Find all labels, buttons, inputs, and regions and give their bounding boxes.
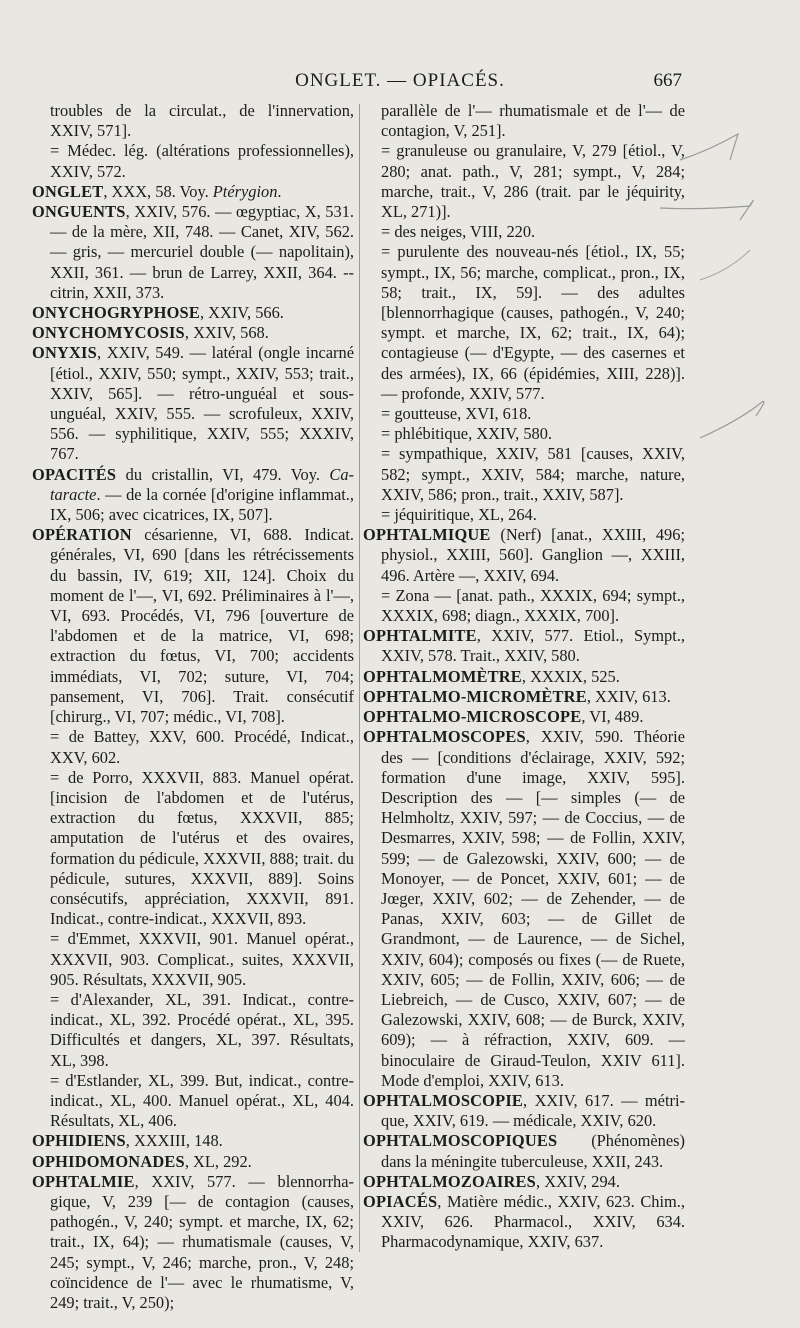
index-subentry: [32, 768, 354, 930]
index-entry: [363, 707, 685, 727]
entry-reference-italic: Ptérygion: [212, 181, 278, 201]
entry-text: du cristallin, VI, 479. Voy.: [116, 464, 330, 484]
index-subentry: [363, 505, 685, 525]
entry-term: OPHTALMIQUE: [363, 525, 491, 545]
entry-text: , XXIV, 613.: [586, 686, 671, 706]
index-entry: [363, 667, 685, 687]
entry-text: , XXIV, 577. — blennorrhagique, V, 239 [— de contagion (causes, pathogén., V, 240; sympt. et marche, IX, 62; trait., IX, 64); — rhumatismale (causes, V, 245; sympt., V, 246; marche, pron., V, 248; coïncidence de l'— avec le rhumatisme, V, 249; trait., V, 250);: [50, 1171, 354, 1312]
entry-term: ONYXIS: [32, 343, 97, 363]
entry-text: , XXXIX, 525.: [521, 666, 620, 686]
entry-text: troubles de la circulat., de l'innervation, XXIV, 571].: [50, 101, 354, 141]
index-entry: [363, 626, 685, 666]
entry-text: , XXX, 58. Voy.: [103, 181, 213, 201]
entry-term: ONGUENTS: [32, 202, 126, 222]
pencil-stroke: [700, 401, 764, 438]
index-entry: [363, 687, 685, 707]
index-subentry: [363, 222, 685, 242]
entry-text: , XXIV, 577. Etiol., Sympt., XXIV, 578. Trait., XXIV, 580.: [381, 626, 685, 666]
entry-text-after: . — de la cornée [d'origine inflammat., IX, 506; avec cicatrices, IX, 507].: [50, 484, 354, 525]
entry-text: = jéquiritique, XL, 264.: [381, 505, 537, 525]
running-header: [0, 70, 800, 100]
entry-term: OPHTALMO-MICROSCOPE: [363, 707, 582, 727]
entry-text: = goutteuse, XVI, 618.: [381, 404, 532, 424]
entry-term: OPHTALMOSCOPES: [363, 727, 526, 747]
index-entry: [32, 1131, 354, 1151]
entry-term: OPHTALMIE: [32, 1171, 135, 1191]
index-subentry: [363, 101, 685, 141]
entry-term: ONYCHOMYCOSIS: [32, 323, 185, 343]
entry-term: OPHTALMITE: [363, 626, 477, 646]
entry-term: OPIACÉS: [363, 1191, 438, 1211]
entry-term: ONGLET: [32, 181, 104, 201]
entry-text: = d'Emmet, XXXVII, 901. Manuel opérat., XXXVII, 903. Complicat., suites, XXXVII, 905. Résultats, XXXVII, 905.: [50, 929, 354, 989]
entry-text: = d'Estlander, XL, 399. But, indicat., contre-indicat., XL, 400. Manuel opérat., XL, 404. Résultats, XL, 406.: [50, 1070, 354, 1131]
index-subentry: [32, 990, 354, 1071]
index-entry: [363, 727, 685, 1091]
index-subentry: [363, 141, 685, 222]
entry-text: = Médec. lég. (altérations professionnelles), XXIV, 572.: [50, 141, 354, 181]
entry-text: = sympathique, XXIV, 581 [causes, XXIV, 582; sympt., XXIV, 584; marche, nature, XXIV, 586; pron., trait., XXIV, 587].: [381, 444, 685, 504]
index-entry: [32, 343, 354, 464]
left-column: [32, 101, 354, 1313]
entry-text: (Phénomènes) dans la méningite tuberculeuse, XXII, 243.: [381, 1131, 685, 1171]
index-entry: [363, 1131, 685, 1171]
pencil-stroke: [660, 200, 753, 220]
index-subentry: [32, 141, 354, 181]
index-entry: [32, 1152, 354, 1172]
index-entry: [32, 323, 354, 343]
column-divider: [359, 104, 360, 1252]
entry-text: = purulente des nouveau-nés [étiol., IX, 55; sympt., IX, 56; marche, complicat., pron., IX, 58; trait., IX, 59]. — des adultes [blennorrhagique (causes, pathogén., V, 240; sympt. et marche, IX, 62; trait., IX, 64); contagieuse (— d'Egypte, — des casernes et des armées), IX, 66 (épidémies, XIII, 228)]. — profonde, XXIV, 577.: [381, 242, 685, 403]
entry-term: OPHTALMOSCOPIE: [363, 1090, 524, 1110]
index-entry: [363, 1172, 685, 1192]
entry-text: , XXIV, 617. — métrique, XXIV, 619. — médicale, XXIV, 620.: [381, 1090, 685, 1131]
right-column: [363, 101, 685, 1253]
index-subentry: [363, 444, 685, 505]
entry-text: , XXIV, 549. — latéral (ongle incarné [étiol., XXIV, 550; sympt., XXIV, 553; trait., XXIV, 565]. — rétro-unguéal et sous-unguéal, XXIV, 555. — scrofuleux, XXIV, 556. — syphilitique, XXIV, 555; XXXIV, 767.: [50, 343, 354, 464]
index-subentry: [363, 404, 685, 424]
entry-text: = phlébitique, XXIV, 580.: [381, 424, 553, 444]
index-subentry: [363, 424, 685, 444]
entry-text: , XL, 292.: [184, 1151, 252, 1171]
index-entry: [32, 525, 354, 727]
entry-text: = granuleuse ou granulaire, V, 279 [étiol., V, 280; anat. path., V, 281; sympt., V, 284; marche, trait., V, 286 (trait. par le jéquirity, XL, 271)].: [381, 141, 685, 222]
entry-text: , VI, 489.: [581, 707, 644, 727]
entry-term: OPHTALMO-MICROMÈTRE: [363, 686, 587, 706]
entry-text: = de Battey, XXV, 600. Procédé, Indicat., XXV, 602.: [50, 727, 354, 767]
index-entry: [363, 1192, 685, 1253]
entry-text: = Zona — [anat. path., XXXIX, 694; sympt., XXXIX, 698; diagn., XXXIX, 700].: [381, 585, 685, 626]
entry-term: OPHTALMOMÈTRE: [363, 666, 522, 686]
entry-text: parallèle de l'— rhumatismale et de l'— de contagion, V, 251].: [381, 101, 685, 141]
entry-text: , Matière médic., XXIV, 623. Chim., XXIV, 626. Pharmacol., XXIV, 634. Pharmacodynamique, XXIV, 637.: [381, 1191, 685, 1252]
index-entry: [32, 303, 354, 323]
entry-term: ONYCHOGRYPHOSE: [32, 303, 200, 323]
entry-term: OPÉRATION: [32, 525, 132, 545]
index-subentry: [32, 929, 354, 990]
index-subentry: [32, 727, 354, 767]
index-entry: [32, 1172, 354, 1313]
index-entry: [32, 182, 354, 202]
entry-text: (Nerf) [anat., XXIII, 496; physiol., XXIII, 560]. Ganglion —, XXIII, 496. Artère —, XXIV, 694.: [381, 525, 685, 585]
entry-term: OPACITÉS: [32, 464, 117, 484]
entry-term: OPHTALMOSCOPIQUES: [363, 1131, 558, 1151]
entry-term: OPHIDIENS: [32, 1131, 126, 1151]
entry-text: = d'Alexander, XL, 391. Indicat., contre-indicat., XL, 392. Procédé opérat., XL, 395. Difficultés et dangers, XL, 397. Résultats, XL, 398.: [50, 989, 354, 1070]
entry-text: césarienne, VI, 688. Indicat. générales, VI, 690 [dans les rétrécissements du bassin, IV, 619; XII, 124]. Choix du moment de l'—, VI, 692. Préliminaires à l'—, VI, 693. Procédés, VI, 796 [ouverture de l'abdomen et de la matrice, VI, 698; extraction du fœtus, VI, 700; accidents immédiats, VI, 702; suture, VI, 704; pansement, VI, 706]. Trait. consécutif [chirurg., VI, 707; médic., VI, 708].: [50, 525, 354, 727]
entry-text-after: .: [277, 181, 282, 201]
pencil-marks: [640, 120, 790, 450]
header-title: ONGLET. — OPIACÉS.: [295, 70, 505, 91]
index-subentry: [32, 101, 354, 141]
index-subentry: [32, 1071, 354, 1132]
index-entry: [363, 1091, 685, 1131]
entry-text: , XXXIII, 148.: [125, 1131, 223, 1151]
entry-term: OPHTALMOZOAIRES: [363, 1171, 536, 1191]
index-subentry: [363, 242, 685, 404]
index-entry: [32, 202, 354, 303]
entry-text: , XXIV, 590. Théorie des — [conditions d'éclairage, XXIV, 592; formation d'une image, XXIV, 595]. Description des — [— simples (— de Helmholtz, XXIV, 597; — de Coccius, — de Desmarres, XXIV, 598; — de Follin, XXIV, 599; — de Galezowski, XXIV, 600; — de Monoyer, — de Poncet, XXIV, 601; — de Jœger, XXIV, 602; — de Zehender, — de Panas, XXIV, 603; — de Gillet de Grandmont, — de Laurence, — de Sichel, XXIV, 604); composés ou fixes (— de Ruete, XXIV, 605; — de Follin, XXIV, 606; — de Liebreich, — de Cusco, XXIV, 607; — de Galezowski, XXIV, 608; — de Burck, XXIV, 609); — à réfraction, XXIV, 609. — binoculaire de Giraud-Teulon, XXIV 611]. Mode d'emploi, XXIV, 613.: [381, 727, 685, 1090]
entry-text: , XXIV, 566.: [199, 303, 284, 323]
pencil-stroke: [680, 134, 738, 160]
pencil-stroke: [700, 250, 750, 280]
page-number: 667: [653, 70, 682, 91]
entry-text: , XXIV, 568.: [184, 323, 269, 343]
entry-text: , XXIV, 576. — œgyptiac, X, 531. — de la mère, XII, 748. — Canet, XIV, 562. — gris, — mercuriel double (— napolitain), XXII, 361. — brun de Larrey, XXII, 364. -- citrin, XXII, 373.: [50, 202, 354, 302]
index-entry: [363, 525, 685, 586]
entry-term: OPHIDOMONADES: [32, 1151, 185, 1171]
entry-reference-italic: Cataracte: [50, 464, 354, 504]
index-subentry: [363, 586, 685, 626]
entry-text: = des neiges, VIII, 220.: [381, 222, 536, 242]
entry-text: = de Porro, XXXVII, 883. Manuel opérat. [incision de l'abdomen et de l'utérus, extraction du fœtus, XXXVII, 885; amputation de l'utérus et des ovaires, formation du pédicule, XXXVII, 888; trait. du pédicule, sutures, XXXVII, 889]. Soins consécutifs, appréciation, XXXVII, 891. Indicat., contre-indicat., XXXVII, 893.: [50, 767, 354, 929]
entry-text: , XXIV, 294.: [536, 1171, 620, 1191]
index-entry: [32, 465, 354, 526]
